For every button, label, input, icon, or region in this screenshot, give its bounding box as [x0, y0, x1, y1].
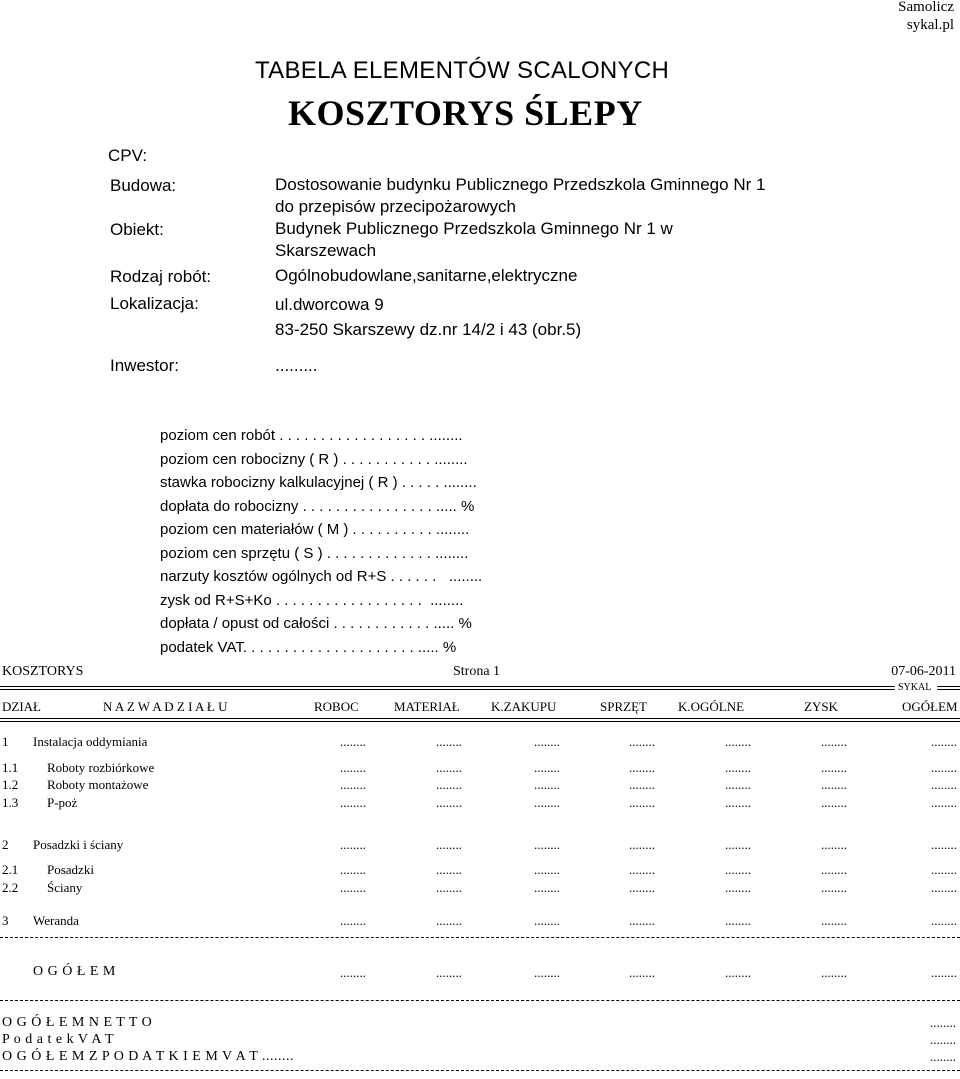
row-value-cell: ........	[534, 862, 560, 877]
total-value-cell: ........	[436, 965, 462, 980]
total-value-cell: ........	[725, 965, 751, 980]
row-number: 2.2	[2, 880, 19, 895]
vat-label: P o d a t e k V A T	[2, 1032, 115, 1047]
lokalizacja-label: Lokalizacja:	[110, 294, 199, 313]
row-value-cell: ........	[629, 795, 655, 810]
row-value-cell: ........	[340, 837, 366, 852]
row-value-cell: ........	[629, 734, 655, 749]
row-value-cell: ........	[436, 880, 462, 895]
inwestor-value: .........	[275, 356, 318, 375]
row-value-cell: ........	[629, 837, 655, 852]
row-value-cell: ........	[725, 734, 751, 749]
cpv-label: CPV:	[108, 146, 148, 165]
page-number: Strona 1	[453, 664, 501, 679]
row-value-cell: ........	[725, 777, 751, 792]
row-value-cell: ........	[725, 880, 751, 895]
brand-mark: SYKAL	[898, 682, 932, 693]
param-row: zysk od R+S+Ko . . . . . . . . . . . . . . . . . . ........	[160, 591, 464, 609]
total-value-cell: ........	[629, 965, 655, 980]
dashed-divider	[0, 937, 960, 938]
row-value-cell: ........	[629, 760, 655, 775]
total-label: O G Ó Ł E M	[33, 964, 116, 979]
page-subtitle: KOSZTORYS ŚLEPY	[288, 93, 643, 133]
divider	[0, 718, 960, 722]
row-name: Weranda	[33, 913, 79, 928]
row-value-cell: ........	[629, 913, 655, 928]
vat-value: ........	[930, 1032, 956, 1047]
row-value-cell: ........	[340, 795, 366, 810]
divider	[0, 686, 895, 690]
col-header-ogolem: OGÓŁEM	[902, 699, 958, 714]
row-value-cell: ........	[436, 777, 462, 792]
total-value-cell: ........	[340, 965, 366, 980]
obiekt-value-line-1: Budynek Publicznego Przedszkola Gminnego Nr 1 w	[275, 219, 673, 238]
lokalizacja-value-line-1: ul.dworcowa 9	[275, 295, 384, 314]
corner-line-2: sykal.pl	[906, 17, 954, 33]
row-number: 1	[2, 734, 9, 749]
row-name: Posadzki i ściany	[33, 837, 124, 852]
col-header-kogolne: K.OGÓLNE	[678, 699, 745, 714]
row-value-cell: ........	[931, 734, 957, 749]
budowa-value-line-2: do przepisów przecipożarowych	[275, 197, 516, 216]
row-name: Roboty rozbiórkowe	[47, 760, 155, 775]
row-number: 1.1	[2, 760, 19, 775]
row-value-cell: ........	[436, 734, 462, 749]
total-net-label: O G Ó Ł E M N E T T O	[2, 1015, 153, 1030]
row-value-cell: ........	[340, 760, 366, 775]
row-value-cell: ........	[931, 837, 957, 852]
col-header-sprzet: SPRZĘT	[600, 699, 647, 714]
row-value-cell: ........	[821, 734, 847, 749]
row-name: Instalacja oddymiania	[33, 734, 148, 749]
row-value-cell: ........	[821, 795, 847, 810]
obiekt-label: Obiekt:	[110, 220, 164, 239]
divider	[937, 686, 960, 690]
row-value-cell: ........	[821, 913, 847, 928]
row-value-cell: ........	[534, 913, 560, 928]
row-value-cell: ........	[821, 880, 847, 895]
row-name: Ściany	[47, 880, 83, 895]
param-row: dopłata do robocizny . . . . . . . . . . . . . . . . ..... %	[160, 497, 475, 515]
row-value-cell: ........	[821, 862, 847, 877]
rodzaj-value: Ogólnobudowlane,sanitarne,elektryczne	[275, 266, 578, 285]
row-value-cell: ........	[436, 837, 462, 852]
row-number: 1.2	[2, 777, 19, 792]
row-value-cell: ........	[931, 760, 957, 775]
row-number: 3	[2, 913, 9, 928]
total-value-cell: ........	[534, 965, 560, 980]
col-header-nazwa: N A Z W A D Z I A Ł U	[103, 699, 228, 714]
total-value-cell: ........	[821, 965, 847, 980]
row-number: 2	[2, 837, 9, 852]
row-value-cell: ........	[725, 862, 751, 877]
row-value-cell: ........	[931, 795, 957, 810]
row-value-cell: ........	[931, 777, 957, 792]
row-value-cell: ........	[534, 795, 560, 810]
dashed-divider	[0, 1070, 960, 1071]
param-row: podatek VAT. . . . . . . . . . . . . . . . . . . . . ..... %	[160, 638, 457, 656]
report-date: 07-06-2011	[891, 664, 956, 679]
row-value-cell: ........	[725, 760, 751, 775]
obiekt-value	[275, 218, 673, 262]
total-gross-value: ........	[930, 1049, 956, 1064]
obiekt-value-line-2: Skarszewach	[275, 241, 377, 260]
row-value-cell: ........	[534, 880, 560, 895]
total-net-value: ........	[930, 1015, 956, 1030]
price-parameters	[160, 424, 482, 659]
row-value-cell: ........	[931, 913, 957, 928]
rodzaj-label: Rodzaj robót:	[110, 267, 212, 286]
corner-line-1: Samolicz	[898, 0, 954, 15]
lokalizacja-value-line-2: 83-250 Skarszewy dz.nr 14/2 i 43 (obr.5)	[275, 320, 582, 339]
dashed-divider	[0, 1000, 960, 1001]
inwestor-label: Inwestor:	[110, 356, 179, 375]
row-value-cell: ........	[629, 880, 655, 895]
param-row: dopłata / opust od całości . . . . . . . . . . . . ..... %	[160, 615, 472, 632]
budowa-value	[275, 174, 765, 218]
corner-brand	[898, 0, 954, 34]
col-header-material: MATERIAŁ	[394, 699, 460, 714]
row-number: 1.3	[2, 795, 19, 810]
row-value-cell: ........	[725, 913, 751, 928]
budowa-value-line-1: Dostosowanie budynku Publicznego Przedszkola Gminnego Nr 1	[275, 175, 766, 194]
row-value-cell: ........	[436, 795, 462, 810]
param-row: poziom cen robocizny ( R ) . . . . . . . . . . . ........	[160, 450, 468, 468]
row-value-cell: ........	[340, 913, 366, 928]
row-number: 2.1	[2, 862, 19, 877]
col-header-zysk: ZYSK	[804, 699, 838, 714]
row-name: P-poż	[47, 795, 78, 810]
row-value-cell: ........	[534, 777, 560, 792]
row-value-cell: ........	[629, 862, 655, 877]
row-value-cell: ........	[534, 837, 560, 852]
row-value-cell: ........	[340, 880, 366, 895]
param-row: poziom cen robót . . . . . . . . . . . . . . . . . . ........	[160, 427, 463, 444]
row-value-cell: ........	[340, 777, 366, 792]
row-value-cell: ........	[436, 862, 462, 877]
row-value-cell: ........	[340, 734, 366, 749]
row-value-cell: ........	[629, 777, 655, 792]
param-row: stawka robocizny kalkulacyjnej ( R ) . . . . . ........	[160, 474, 477, 491]
row-value-cell: ........	[931, 862, 957, 877]
row-value-cell: ........	[931, 880, 957, 895]
row-value-cell: ........	[821, 837, 847, 852]
total-gross-label: O G Ó Ł E M Z P O D A T K I E M V A T ........	[2, 1049, 295, 1064]
param-row: poziom cen sprzętu ( S ) . . . . . . . . . . . . . ........	[160, 544, 469, 562]
row-value-cell: ........	[340, 862, 366, 877]
row-value-cell: ........	[534, 734, 560, 749]
page-title: TABELA ELEMENTÓW SCALONYCH	[255, 57, 670, 84]
row-value-cell: ........	[436, 913, 462, 928]
row-value-cell: ........	[821, 760, 847, 775]
report-name: KOSZTORYS	[2, 664, 84, 679]
col-header-dzial: DZIAŁ	[2, 699, 41, 714]
row-value-cell: ........	[534, 760, 560, 775]
budowa-label: Budowa:	[110, 176, 177, 195]
row-name: Posadzki	[47, 862, 94, 877]
row-value-cell: ........	[436, 760, 462, 775]
lokalizacja-value	[275, 292, 581, 342]
param-row: poziom cen materiałów ( M ) . . . . . . . . . . ........	[160, 521, 470, 538]
row-name: Roboty montażowe	[47, 777, 149, 792]
col-header-kzakupu: K.ZAKUPU	[491, 699, 557, 714]
total-value-cell: ........	[931, 965, 957, 980]
param-row: narzuty kosztów ogólnych od R+S . . . . . . ........	[160, 568, 483, 585]
row-value-cell: ........	[725, 837, 751, 852]
row-value-cell: ........	[821, 777, 847, 792]
row-value-cell: ........	[725, 795, 751, 810]
col-header-roboc: ROBOC	[314, 699, 359, 714]
